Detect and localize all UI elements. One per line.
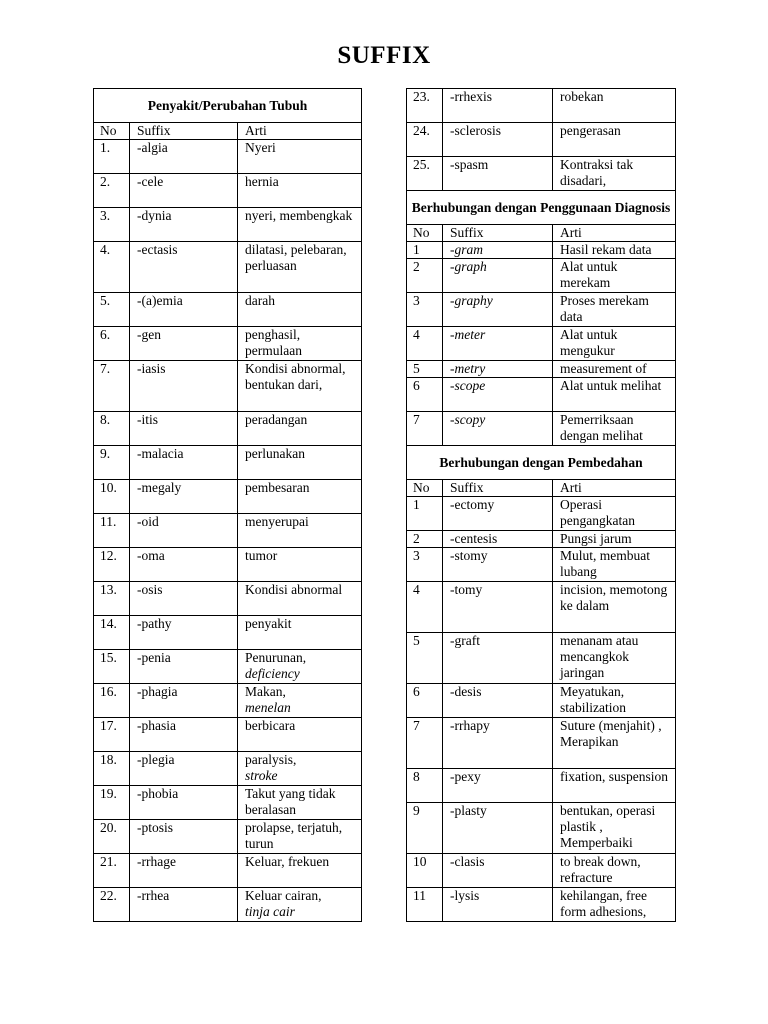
row-no: 4	[407, 327, 443, 361]
row-arti: fixation, suspension	[553, 769, 676, 803]
table-row	[407, 123, 676, 157]
row-arti: penghasil, permulaan	[238, 327, 362, 361]
row-arti: Hasil rekam data	[553, 242, 676, 259]
row-arti: robekan	[553, 89, 676, 123]
row-suffix: -plasty	[443, 803, 553, 854]
table-row	[94, 293, 362, 327]
row-arti: Alat untuk melihat	[553, 378, 676, 412]
row-arti: peradangan	[238, 412, 362, 446]
row-no: 1	[407, 497, 443, 531]
row-no: 11.	[94, 514, 130, 548]
row-suffix: -algia	[130, 140, 238, 174]
row-arti: Pemerriksaan dengan melihat	[553, 412, 676, 446]
row-arti: Takut yang tidak beralasan	[238, 786, 362, 820]
row-suffix: -oid	[130, 514, 238, 548]
row-arti: Kondisi abnormal	[238, 582, 362, 616]
row-suffix: -gram	[443, 242, 553, 259]
row-no: 4	[407, 582, 443, 633]
row-arti: Nyeri	[238, 140, 362, 174]
table-row	[94, 174, 362, 208]
table-row	[407, 531, 676, 548]
row-arti: to break down, refracture	[553, 854, 676, 888]
left-suffix-table	[93, 88, 362, 922]
row-suffix: -pexy	[443, 769, 553, 803]
header-arti: Arti	[553, 480, 676, 497]
table-row	[94, 208, 362, 242]
header-suffix: Suffix	[443, 225, 553, 242]
row-arti: Suture (menjahit) , Merapikan	[553, 718, 676, 769]
table-row	[94, 888, 362, 922]
row-suffix: -ectomy	[443, 497, 553, 531]
row-arti: Proses merekam data	[553, 293, 676, 327]
row-suffix: -rrhea	[130, 888, 238, 922]
row-no: 6	[407, 378, 443, 412]
row-arti	[238, 650, 362, 684]
table-row	[94, 684, 362, 718]
row-arti: Mulut, membuat lubang	[553, 548, 676, 582]
row-arti: Kondisi abnormal, bentukan dari,	[238, 361, 362, 412]
row-no: 14.	[94, 616, 130, 650]
row-suffix: -pathy	[130, 616, 238, 650]
row-suffix: -ectasis	[130, 242, 238, 293]
row-arti-text: paralysis,	[245, 752, 297, 767]
section-title-penyakit: Penyakit/Perubahan Tubuh	[94, 89, 362, 123]
row-arti: Kontraksi tak disadari,	[553, 157, 676, 191]
table-header-row	[407, 225, 676, 242]
row-no: 23.	[407, 89, 443, 123]
table-row	[94, 752, 362, 786]
header-suffix: Suffix	[130, 123, 238, 140]
row-arti-text: Keluar cairan,	[245, 888, 322, 903]
row-no: 21.	[94, 854, 130, 888]
row-arti	[238, 684, 362, 718]
row-arti: pengerasan	[553, 123, 676, 157]
row-suffix: -rrhage	[130, 854, 238, 888]
table-row	[94, 820, 362, 854]
row-no: 10.	[94, 480, 130, 514]
section-title-diagnosis: Berhubungan dengan Penggunaan Diagnosis	[407, 191, 676, 225]
row-suffix: -penia	[130, 650, 238, 684]
row-arti: dilatasi, pelebaran, perluasan	[238, 242, 362, 293]
row-suffix: -lysis	[443, 888, 553, 922]
row-suffix: -desis	[443, 684, 553, 718]
row-suffix: -megaly	[130, 480, 238, 514]
table-row	[407, 242, 676, 259]
row-suffix: -dynia	[130, 208, 238, 242]
row-no: 16.	[94, 684, 130, 718]
row-arti: Keluar, frekuen	[238, 854, 362, 888]
row-no: 13.	[94, 582, 130, 616]
page-title: SUFFIX	[337, 42, 431, 69]
row-no: 24.	[407, 123, 443, 157]
row-no: 3.	[94, 208, 130, 242]
table-row	[407, 89, 676, 123]
header-no: No	[407, 480, 443, 497]
row-no: 25.	[407, 157, 443, 191]
row-arti	[238, 752, 362, 786]
row-suffix: -sclerosis	[443, 123, 553, 157]
row-no: 17.	[94, 718, 130, 752]
table-row	[94, 616, 362, 650]
table-row	[407, 718, 676, 769]
row-suffix: -stomy	[443, 548, 553, 582]
table-row	[407, 854, 676, 888]
table-row	[94, 140, 362, 174]
row-no: 9	[407, 803, 443, 854]
row-arti: perlunakan	[238, 446, 362, 480]
row-suffix: -oma	[130, 548, 238, 582]
row-suffix: -phasia	[130, 718, 238, 752]
row-arti-italic: tinja cair	[245, 904, 295, 919]
header-arti: Arti	[553, 225, 676, 242]
table-row	[94, 446, 362, 480]
table-row	[407, 888, 676, 922]
row-suffix: -rrhexis	[443, 89, 553, 123]
row-suffix: -cele	[130, 174, 238, 208]
table-row	[94, 327, 362, 361]
section-title-pembedahan: Berhubungan dengan Pembedahan	[407, 446, 676, 480]
row-no: 5	[407, 633, 443, 684]
table-row	[94, 786, 362, 820]
table-row	[94, 582, 362, 616]
row-suffix: -graft	[443, 633, 553, 684]
table-row	[407, 361, 676, 378]
row-arti: tumor	[238, 548, 362, 582]
row-suffix: -graphy	[443, 293, 553, 327]
row-arti	[238, 888, 362, 922]
row-arti: Alat untuk merekam	[553, 259, 676, 293]
row-suffix: -meter	[443, 327, 553, 361]
table-header-row	[94, 123, 362, 140]
row-no: 15.	[94, 650, 130, 684]
row-arti: darah	[238, 293, 362, 327]
row-arti: menanam atau mencangkok jaringan	[553, 633, 676, 684]
row-arti-italic: stroke	[245, 768, 278, 783]
table-row	[407, 378, 676, 412]
table-row	[407, 412, 676, 446]
row-arti: Operasi pengangkatan	[553, 497, 676, 531]
row-suffix: -centesis	[443, 531, 553, 548]
row-no: 4.	[94, 242, 130, 293]
table-row	[94, 718, 362, 752]
row-no: 20.	[94, 820, 130, 854]
row-no: 2	[407, 531, 443, 548]
table-row	[407, 548, 676, 582]
row-suffix: -metry	[443, 361, 553, 378]
row-suffix: -graph	[443, 259, 553, 293]
table-row	[94, 548, 362, 582]
table-row	[407, 293, 676, 327]
table-row	[407, 497, 676, 531]
row-arti: menyerupai	[238, 514, 362, 548]
row-suffix: -iasis	[130, 361, 238, 412]
row-no: 22.	[94, 888, 130, 922]
row-no: 1.	[94, 140, 130, 174]
row-no: 8.	[94, 412, 130, 446]
table-row	[407, 684, 676, 718]
row-arti: prolapse, terjatuh, turun	[238, 820, 362, 854]
row-arti-italic: deficiency	[245, 666, 300, 681]
row-suffix: -itis	[130, 412, 238, 446]
row-no: 8	[407, 769, 443, 803]
row-arti-text: Penurunan,	[245, 650, 307, 665]
row-suffix: -spasm	[443, 157, 553, 191]
row-no: 11	[407, 888, 443, 922]
row-suffix: -plegia	[130, 752, 238, 786]
row-arti: Meyatukan, stabilization	[553, 684, 676, 718]
row-suffix: -(a)emia	[130, 293, 238, 327]
table-row	[407, 582, 676, 633]
row-no: 10	[407, 854, 443, 888]
row-arti: Pungsi jarum	[553, 531, 676, 548]
table-row	[94, 854, 362, 888]
row-arti: berbicara	[238, 718, 362, 752]
table-row	[407, 633, 676, 684]
row-no: 18.	[94, 752, 130, 786]
row-arti: nyeri, membengkak	[238, 208, 362, 242]
row-no: 3	[407, 548, 443, 582]
table-row	[94, 480, 362, 514]
table-row	[407, 327, 676, 361]
row-suffix: -tomy	[443, 582, 553, 633]
row-no: 5	[407, 361, 443, 378]
row-arti: incision, memotong ke dalam	[553, 582, 676, 633]
row-suffix: -scope	[443, 378, 553, 412]
table-row	[94, 514, 362, 548]
table-header-row	[407, 480, 676, 497]
row-no: 6	[407, 684, 443, 718]
row-arti: bentukan, operasi plastik , Memperbaiki	[553, 803, 676, 854]
right-suffix-table	[406, 88, 676, 922]
table-row	[94, 650, 362, 684]
row-no: 12.	[94, 548, 130, 582]
row-arti: measurement of	[553, 361, 676, 378]
row-suffix: -osis	[130, 582, 238, 616]
row-suffix: -malacia	[130, 446, 238, 480]
row-arti: Alat untuk mengukur	[553, 327, 676, 361]
row-suffix: -scopy	[443, 412, 553, 446]
row-no: 7.	[94, 361, 130, 412]
row-no: 1	[407, 242, 443, 259]
table-row	[407, 769, 676, 803]
row-suffix: -clasis	[443, 854, 553, 888]
row-suffix: -rrhapy	[443, 718, 553, 769]
table-row	[94, 242, 362, 293]
table-row	[407, 803, 676, 854]
row-suffix: -gen	[130, 327, 238, 361]
table-row	[94, 361, 362, 412]
row-no: 3	[407, 293, 443, 327]
row-no: 5.	[94, 293, 130, 327]
header-arti: Arti	[238, 123, 362, 140]
row-no: 19.	[94, 786, 130, 820]
row-arti: kehilangan, free form adhesions,	[553, 888, 676, 922]
row-arti: penyakit	[238, 616, 362, 650]
table-row	[407, 259, 676, 293]
row-arti: hernia	[238, 174, 362, 208]
row-arti-text: Makan,	[245, 684, 286, 699]
row-no: 7	[407, 412, 443, 446]
header-no: No	[407, 225, 443, 242]
table-row	[407, 157, 676, 191]
row-arti: pembesaran	[238, 480, 362, 514]
table-row	[94, 412, 362, 446]
row-suffix: -phobia	[130, 786, 238, 820]
row-no: 2.	[94, 174, 130, 208]
header-no: No	[94, 123, 130, 140]
header-suffix: Suffix	[443, 480, 553, 497]
row-suffix: -phagia	[130, 684, 238, 718]
row-no: 6.	[94, 327, 130, 361]
row-no: 9.	[94, 446, 130, 480]
row-no: 2	[407, 259, 443, 293]
row-arti-italic: menelan	[245, 700, 291, 715]
row-suffix: -ptosis	[130, 820, 238, 854]
row-no: 7	[407, 718, 443, 769]
